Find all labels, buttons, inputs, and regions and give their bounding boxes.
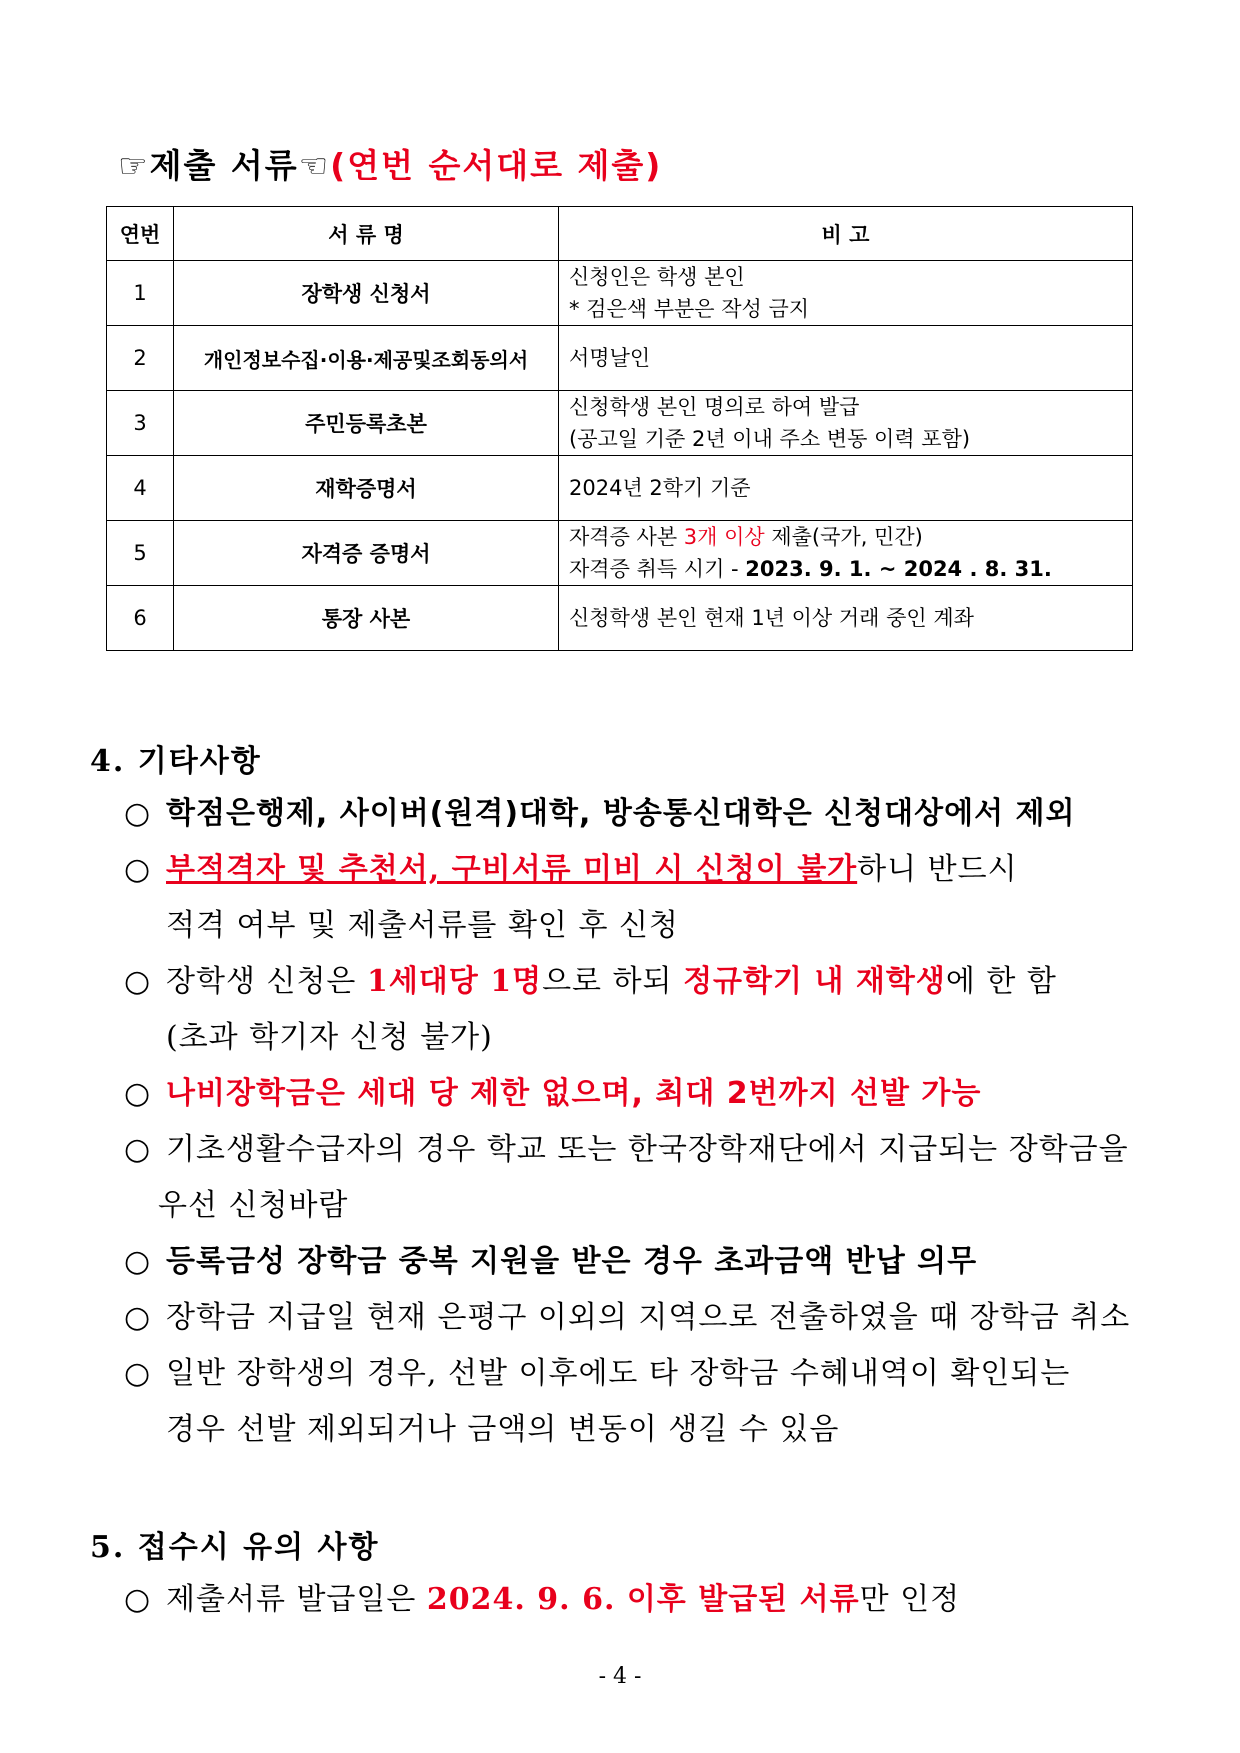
item-text: 학점은행제, 사이버(원격)대학, 방송통신대학은 신청대상에서 제외 [166,796,1076,831]
item-text-highlight: 1세대당 1명 [366,964,543,999]
list-item [124,1290,1130,1346]
item-text-highlight: 나비장학금은 세대 당 제한 없으며, 최대 2번까지 선발 가능 [166,1076,982,1111]
row-note [559,261,1133,326]
item-continuation: 우선 신청바람 [158,1188,349,1223]
note-text: 자격증 취득 시기 - [569,557,746,581]
item-text: 기초생활수급자의 경우 학교 또는 한국장학재단에서 지급되는 장학금을 [166,1132,1129,1167]
section-5-title: 5. 접수시 유의 사항 [90,1530,380,1565]
row-no: 2 [107,326,174,391]
documents-table [106,206,1133,651]
row-name: 재학증명서 [174,456,559,521]
item-text-highlight: 2024. 9. 6. 이후 발급된 서류 [426,1582,860,1617]
item-text: 장학금 지급일 현재 은평구 이외의 지역으로 전출하였을 때 장학금 취소 [166,1300,1131,1335]
row-no: 3 [107,391,174,456]
table-row [107,521,1133,586]
row-note [559,586,1133,651]
note-line [569,521,1122,553]
page-number: - 4 - [598,1664,642,1689]
list-item [124,1572,960,1628]
note-line: 서명날인 [569,346,651,370]
table-row [107,456,1133,521]
item-text: 제출서류 발급일은 [166,1582,427,1617]
note-line: 신청학생 본인 현재 1년 이상 거래 중인 계좌 [569,606,974,630]
note-highlight: 3개 이상 [683,525,765,549]
item-text: 등록금성 장학금 중복 지원을 받은 경우 초과금액 반납 의무 [166,1244,978,1279]
row-name: 통장 사본 [174,586,559,651]
bullet: ○ [124,1300,152,1335]
item-text: 장학생 신청은 [166,964,367,999]
list-item [124,954,1057,1010]
bullet: ○ [124,1076,152,1111]
table-row [107,391,1133,456]
item-text-highlight: 정규학기 내 재학생 [683,964,946,999]
item-text: 에 한 함 [945,964,1057,999]
row-note [559,456,1133,521]
row-no: 5 [107,521,174,586]
row-name: 개인정보수집·이용·제공및조회동의서 [174,326,559,391]
list-item [124,842,1018,898]
note-line: (공고일 기준 2년 이내 주소 변동 이력 포함) [569,427,971,451]
table-row [107,586,1133,651]
item-continuation: 적격 여부 및 제출서류를 확인 후 신청 [166,908,679,943]
note-line: 신청인은 학생 본인 [569,265,745,289]
row-note [559,521,1133,586]
note-line: 2024년 2학기 기준 [569,476,751,500]
table-row [107,326,1133,391]
note-line [569,553,1122,585]
bullet: ○ [124,964,152,999]
row-note [559,391,1133,456]
list-item [124,1066,981,1122]
title-sub: (연번 순서대로 제출) [330,146,663,185]
bullet: ○ [124,796,152,831]
item-text: 으로 하되 [542,964,684,999]
item-continuation: 경우 선발 제외되거나 금액의 변동이 생길 수 있음 [166,1412,840,1447]
item-text: 일반 장학생의 경우, 선발 이후에도 타 장학금 수혜내역이 확인되는 [166,1356,1071,1391]
note-date-range: 2023. 9. 1. ~ 2024 . 8. 31. [745,557,1052,581]
note-line: * 검은색 부분은 작성 금지 [569,297,810,321]
item-text: 만 인정 [859,1582,961,1617]
header-name: 서 류 명 [174,207,559,261]
row-name: 자격증 증명서 [174,521,559,586]
note-text: 자격증 사본 [569,525,684,549]
item-continuation: (초과 학기자 신청 불가) [166,1020,493,1055]
bullet: ○ [124,1582,152,1617]
row-note [559,326,1133,391]
title-main: ☞제출 서류☜ [118,146,331,185]
bullet: ○ [124,1244,152,1279]
note-text: 제출(국가, 민간) [764,525,923,549]
bullet: ○ [124,852,152,887]
row-name: 주민등록초본 [174,391,559,456]
table-header-row [107,207,1133,261]
row-name: 장학생 신청서 [174,261,559,326]
bullet: ○ [124,1356,152,1391]
header-no: 연번 [107,207,174,261]
table-row [107,261,1133,326]
list-item [124,1346,1070,1402]
list-item [124,786,1075,842]
bullet: ○ [124,1132,152,1167]
item-text-highlight: 부적격자 및 추천서, 구비서류 미비 시 신청이 불가 [166,852,858,887]
list-item [124,1234,977,1290]
row-no: 1 [107,261,174,326]
list-item [124,1122,1129,1178]
note-line: 신청학생 본인 명의로 하여 발급 [569,395,860,419]
section-4-title: 4. 기타사항 [90,744,262,779]
row-no: 4 [107,456,174,521]
header-note: 비 고 [559,207,1133,261]
section-title-documents [118,140,662,187]
item-text: 하니 반드시 [857,852,1018,887]
row-no: 6 [107,586,174,651]
